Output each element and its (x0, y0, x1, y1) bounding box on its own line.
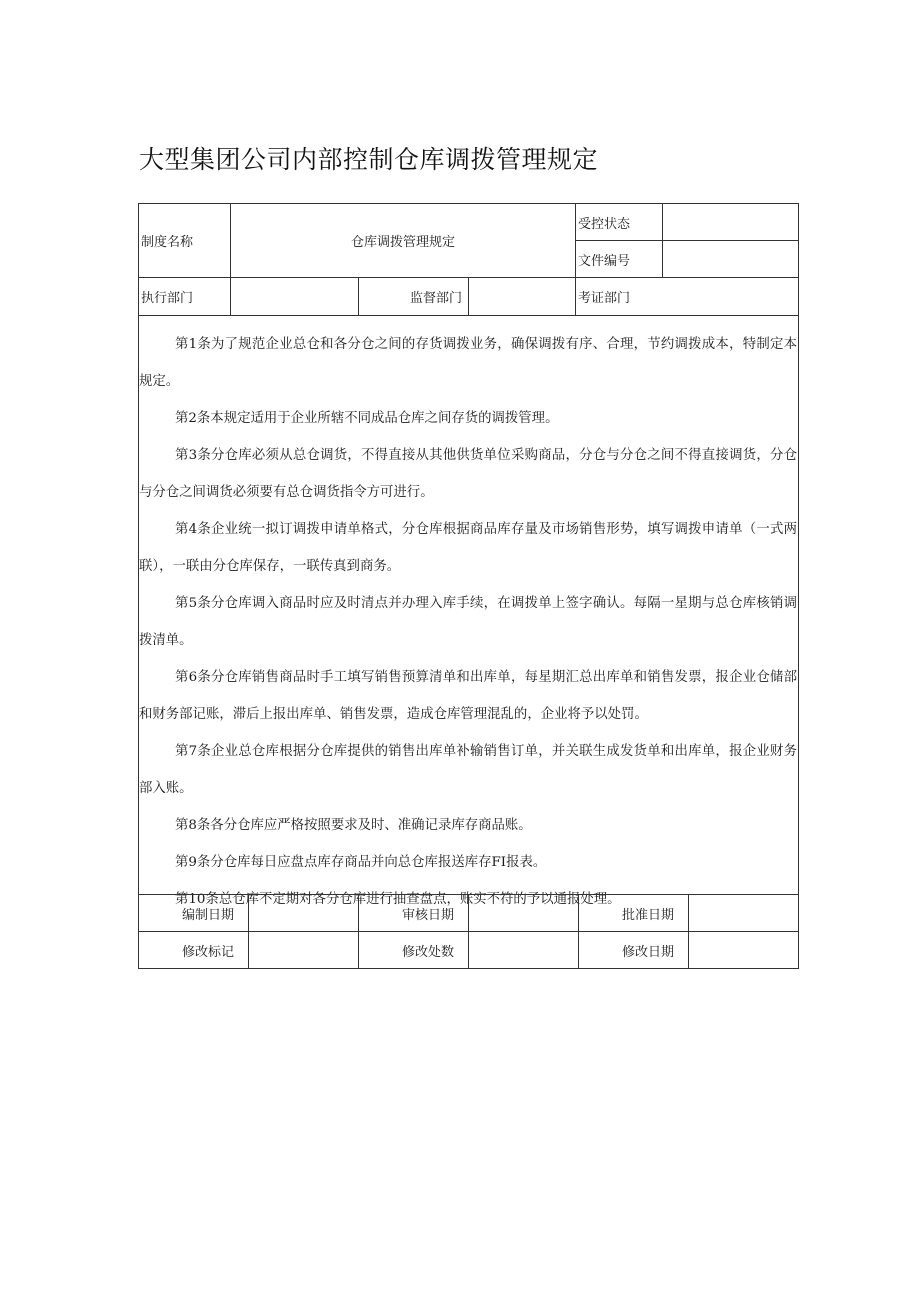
article-8: 第8条各分仓库应严格按照要求及时、准确记录库存商品账。 (175, 818, 532, 833)
revision-mark-label: 修改标记 (138, 931, 249, 969)
verify-dept-label: 考证部门 (575, 277, 799, 316)
article-1: 第1条为了规范企业总仓和各分仓之间的存货调拨业务，确保调拨有序、合理，节约调拨成本，特制定本规定。 (139, 337, 797, 389)
approve-date-value[interactable] (688, 894, 799, 932)
supervise-dept-label: 监督部门 (358, 277, 469, 316)
revision-date-value[interactable] (688, 931, 799, 969)
revision-count-label: 修改处数 (358, 931, 469, 969)
compile-date-value[interactable] (248, 894, 359, 932)
control-status-value[interactable] (662, 203, 799, 241)
article-10: 第10条总仓库不定期对各分仓库进行抽查盘点，账实不符的予以通报处理。 (175, 892, 621, 907)
article-7: 第7条企业总仓库根据分仓库提供的销售出库单补输销售订单，并关联生成发货单和出库单，报企业财务部入账。 (139, 744, 797, 796)
article-2: 第2条本规定适用于企业所辖不同成品仓库之间存货的调拨管理。 (175, 411, 559, 426)
revision-mark-value[interactable] (248, 931, 359, 969)
compile-date-label: 编制日期 (138, 894, 249, 932)
page-title: 大型集团公司内部控制仓库调拨管理规定 (139, 145, 599, 174)
article-5: 第5条分仓库调入商品时应及时清点并办理入库手续，在调拨单上签字确认。每隔一星期与总仓库核销调拨清单。 (139, 596, 797, 648)
regulation-body (138, 315, 799, 907)
review-date-label: 审核日期 (358, 894, 469, 932)
article-6: 第6条分仓库销售商品时手工填写销售预算清单和出库单，每星期汇总出库单和销售发票，报企业仓储部和财务部记账，滞后上报出库单、销售发票，造成仓库管理混乱的，企业将予以处罚。 (139, 670, 797, 722)
system-name-label: 制度名称 (138, 203, 231, 278)
article-list (139, 326, 798, 918)
file-number-label: 文件编号 (575, 240, 663, 278)
article-4: 第4条企业统一拟订调拨申请单格式，分仓库根据商品库存量及市场销售形势，填写调拨申请单（一式两联），一联由分仓库保存，一联传真到商务。 (139, 522, 797, 574)
control-status-label: 受控状态 (575, 203, 663, 241)
article-3: 第3条分仓库必须从总仓调货，不得直接从其他供货单位采购商品，分仓与分仓之间不得直接调货，分仓与分仓之间调货必须要有总仓调货指令方可进行。 (139, 448, 797, 500)
supervise-dept-value[interactable] (468, 277, 576, 316)
approve-date-label: 批准日期 (578, 894, 689, 932)
review-date-value[interactable] (468, 894, 579, 932)
system-name-value: 仓库调拨管理规定 (230, 203, 576, 278)
revision-date-label: 修改日期 (578, 931, 689, 969)
file-number-value[interactable] (662, 240, 799, 278)
revision-count-value[interactable] (468, 931, 579, 969)
exec-dept-label: 执行部门 (138, 277, 231, 316)
article-9: 第9条分仓库每日应盘点库存商品并向总仓库报送库存FI报表。 (175, 855, 547, 870)
exec-dept-value[interactable] (230, 277, 359, 316)
